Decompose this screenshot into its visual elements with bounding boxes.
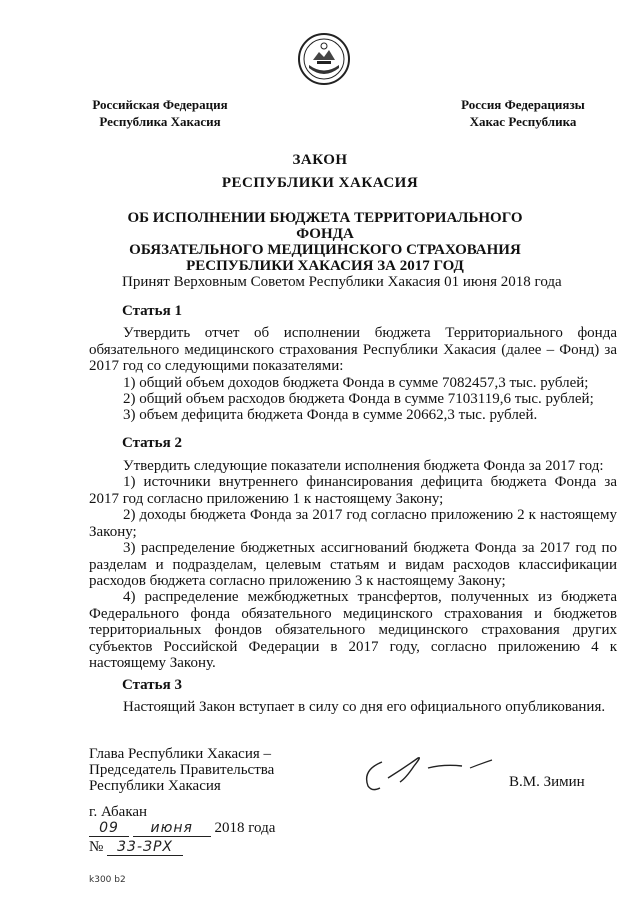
article1-item-1: 1) общий объем доходов бюджета Фонда в сумме 7082457,3 тыс. рублей; bbox=[123, 375, 589, 391]
law-number bbox=[89, 839, 183, 856]
signatory-position-line1: Глава Республики Хакасия – bbox=[89, 746, 272, 762]
header-right-line1: Россия Федерациязы bbox=[461, 97, 585, 112]
law-number-value: 33-ЗРХ bbox=[107, 839, 183, 856]
place-of-signing: г. Абакан bbox=[89, 804, 148, 820]
law-subject-line2: ОБЯЗАТЕЛЬНОГО МЕДИЦИНСКОГО СТРАХОВАНИЯ bbox=[129, 242, 521, 258]
header-left bbox=[80, 96, 240, 130]
document-title-subtitle: РЕСПУБЛИКИ ХАКАСИЯ bbox=[221, 175, 419, 191]
document-title: ЗАКОН bbox=[292, 152, 348, 168]
signatory-position-line3: Республики Хакасия bbox=[89, 778, 221, 794]
signatory-position-line2: Председатель Правительства bbox=[89, 762, 275, 778]
article3-heading: Статья 3 bbox=[122, 677, 182, 693]
article1-item-3: 3) объем дефицита бюджета Фонда в сумме 20662,3 тыс. рублей. bbox=[123, 407, 538, 423]
article2-item-1: 1) источники внутреннего финансирования дефицита бюджета Фонда за 2017 год согласно приложению 1 к настоящему Закону; bbox=[89, 474, 617, 507]
date-day: 09 bbox=[89, 820, 129, 837]
article1-heading: Статья 1 bbox=[122, 303, 182, 319]
law-subject-line3: РЕСПУБЛИКИ ХАКАСИЯ ЗА 2017 ГОД bbox=[186, 258, 464, 274]
handwritten-signature bbox=[352, 748, 500, 798]
date-year: 2018 года bbox=[214, 820, 276, 836]
article1-item-2: 2) общий объем расходов бюджета Фонда в сумме 7103119,6 тыс. рублей; bbox=[123, 391, 594, 407]
article2-item-3: 3) распределение бюджетных ассигнований бюджета Фонда за 2017 год по разделам и подразделам, целевым статьям и видам расходов классификации расходов бюджета согласно приложению 3 к настоящему Закону; bbox=[89, 540, 617, 589]
law-number-prefix: № bbox=[89, 839, 104, 855]
header-right-line2: Хакас Республика bbox=[469, 114, 577, 129]
header-left-line1: Российская Федерация bbox=[92, 97, 228, 112]
header-right bbox=[438, 96, 608, 130]
signing-date bbox=[89, 820, 275, 837]
date-month: июня bbox=[133, 820, 211, 837]
article3-text: Настоящий Закон вступает в силу со дня его официального опубликования. bbox=[123, 699, 606, 715]
adoption-note: Принят Верховным Советом Республики Хакасия 01 июня 2018 года bbox=[122, 274, 562, 290]
article2-item-4: 4) распределение межбюджетных трансфертов, полученных из бюджета Федерального фонда обязательного медицинского страхования и бюджетов территориальных фондов обязательного медицинского страхования других субъектов Российской Федерации в 2017 году, согласно приложению 4 к настоящему Закону. bbox=[89, 589, 617, 671]
header-left-line2: Республика Хакасия bbox=[99, 114, 221, 129]
signatory-name: В.М. Зимин bbox=[509, 774, 585, 790]
article2-intro: Утвердить следующие показатели исполнения бюджета Фонда за 2017 год: bbox=[123, 458, 604, 474]
signatory-position bbox=[89, 746, 274, 794]
footer-code: k300 b2 bbox=[89, 875, 126, 885]
article2-heading: Статья 2 bbox=[122, 435, 182, 451]
article2-item-2: 2) доходы бюджета Фонда за 2017 год согласно приложению 2 к настоящему Закону; bbox=[89, 507, 617, 540]
coat-of-arms-emblem bbox=[297, 32, 351, 86]
law-subject bbox=[98, 210, 552, 274]
article1-intro: Утвердить отчет об исполнении бюджета Территориального фонда обязательного медицинского страхования Республики Хакасия (далее – Фонд) за 2017 год со следующими показателями: bbox=[89, 325, 617, 374]
law-subject-line1: ОБ ИСПОЛНЕНИИ БЮДЖЕТА ТЕРРИТОРИАЛЬНОГО ФОНДА bbox=[127, 210, 523, 242]
